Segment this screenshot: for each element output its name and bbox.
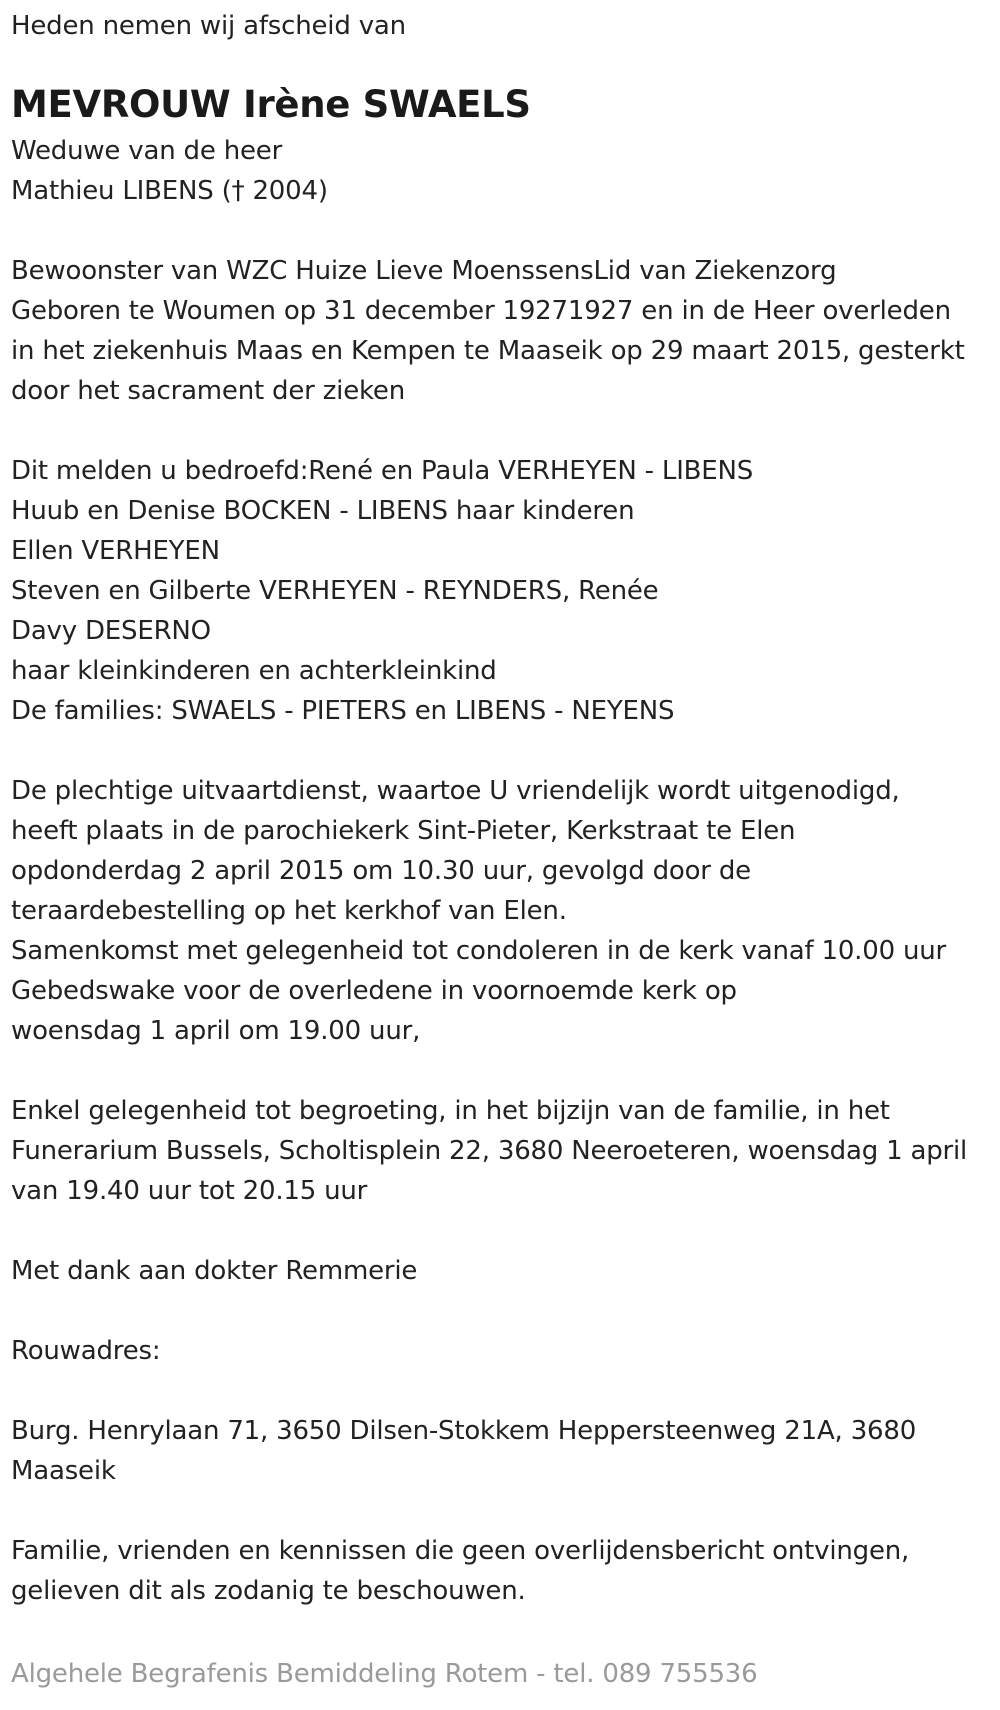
service-line: heeft plaats in de parochiekerk Sint-Pieter, Kerkstraat te Elen (11, 816, 796, 846)
death-notice (11, 0, 996, 1611)
biography-line: Geboren te Woumen op 31 december 19271927 en in de Heer overleden (11, 296, 951, 326)
service-line: woensdag 1 april om 19.00 uur, (11, 1016, 421, 1046)
service-line: Samenkomst met gelegenheid tot condoleren in de kerk vanaf 10.00 uur (11, 936, 947, 966)
spacer (11, 1371, 996, 1411)
spacer (11, 1211, 996, 1251)
greeting-block (11, 1091, 996, 1211)
spacer (11, 1051, 996, 1091)
greeting-line: Enkel gelegenheid tot begroeting, in het bijzijn van de familie, in het (11, 1096, 890, 1126)
thanks-text: Met dank aan dokter Remmerie (11, 1256, 418, 1286)
family-line: Steven en Gilberte VERHEYEN - REYNDERS, Renée (11, 576, 659, 606)
biography-line: Bewoonster van WZC Huize Lieve MoenssensLid van Ziekenzorg (11, 256, 837, 286)
service-line: opdonderdag 2 april 2015 om 10.30 uur, gevolgd door de (11, 856, 751, 886)
biography-line: door het sacrament der zieken (11, 376, 405, 406)
biography-line: in het ziekenhuis Maas en Kempen te Maaseik op 29 maart 2015, gesterkt (11, 336, 965, 366)
mourning-address-line: Maaseik (11, 1456, 116, 1486)
family-line: Huub en Denise BOCKEN - LIBENS haar kinderen (11, 496, 635, 526)
family-line: Dit melden u bedroefd:René en Paula VERHEYEN - LIBENS (11, 456, 754, 486)
spacer (11, 411, 996, 451)
biography-block (11, 251, 996, 411)
greeting-line: van 19.40 uur tot 20.15 uur (11, 1176, 368, 1206)
notice-line: Familie, vrienden en kennissen die geen overlijdensbericht ontvingen, (11, 1536, 910, 1566)
family-line: Ellen VERHEYEN (11, 536, 220, 566)
family-line: haar kleinkinderen en achterkleinkind (11, 656, 497, 686)
spouse-block (11, 131, 996, 211)
service-line: De plechtige uitvaartdienst, waartoe U vriendelijk wordt uitgenodigd, (11, 776, 900, 806)
deceased-name: MEVROUW Irène SWAELS (11, 83, 531, 126)
greeting-line: Funerarium Bussels, Scholtisplein 22, 3680 Neeroeteren, woensdag 1 april (11, 1136, 968, 1166)
service-line: teraardebestelling op het kerkhof van Elen. (11, 896, 567, 926)
family-line: Davy DESERNO (11, 616, 211, 646)
family-block (11, 451, 996, 731)
service-line: Gebedswake voor de overledene in voornoemde kerk op (11, 976, 737, 1006)
spouse-name: Mathieu LIBENS († 2004) (11, 176, 328, 206)
intro-text: Heden nemen wij afscheid van (11, 11, 406, 41)
funeral-home-footer: Algehele Begrafenis Bemiddeling Rotem - tel. 089 755536 (11, 1659, 758, 1689)
notice-line: gelieven dit als zodanig te beschouwen. (11, 1576, 526, 1606)
notice-block (11, 1531, 996, 1611)
mourning-address-label: Rouwadres: (11, 1336, 161, 1366)
spacer (11, 211, 996, 251)
spacer (11, 1491, 996, 1531)
spacer (11, 731, 996, 771)
family-line: De families: SWAELS - PIETERS en LIBENS - NEYENS (11, 696, 675, 726)
spacer (11, 1291, 996, 1331)
spouse-line: Weduwe van de heer (11, 136, 283, 166)
service-block (11, 771, 996, 1051)
mourning-address-line: Burg. Henrylaan 71, 3650 Dilsen-Stokkem Heppersteenweg 21A, 3680 (11, 1416, 917, 1446)
mourning-address-block (11, 1411, 996, 1491)
